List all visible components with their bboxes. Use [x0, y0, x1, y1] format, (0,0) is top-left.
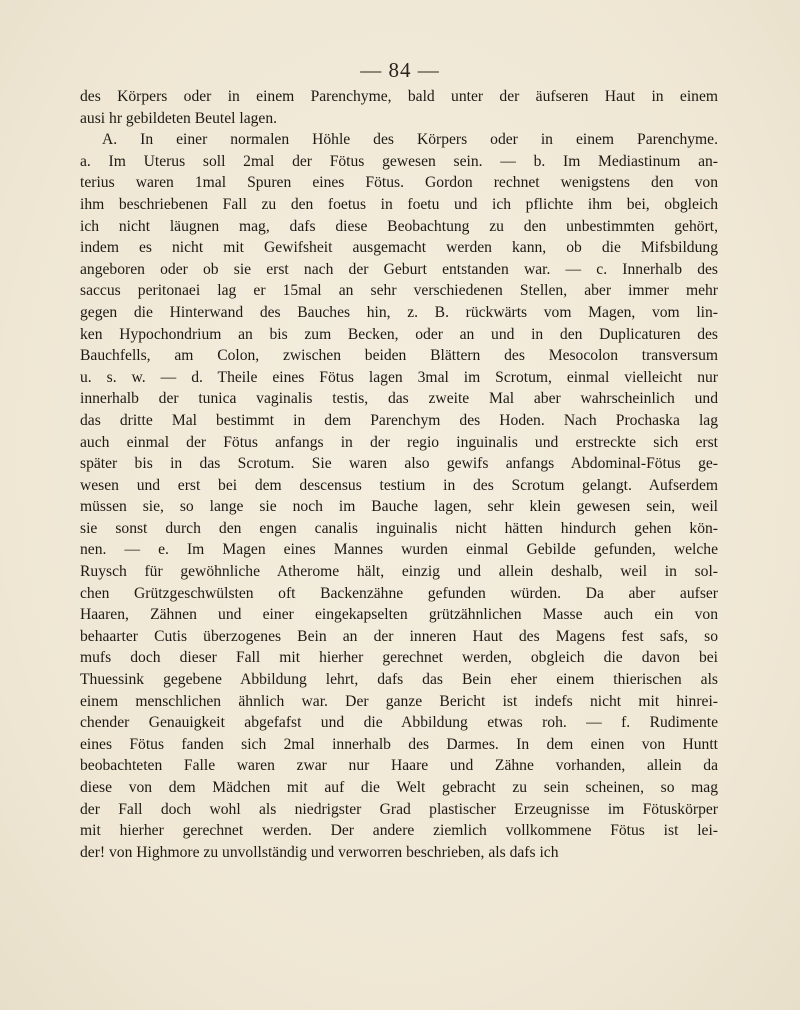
text-line: mit hierher gerechnet werden. Der andere ziemlich vollkommene Fötus ist lei- — [80, 822, 718, 840]
text-line: der Fall doch wohl als niedrigster Grad plastischer Erzeugnisse im Fötuskörper — [80, 800, 718, 818]
text-line: ken Hypochondrium an bis zum Becken, oder an und in den Duplicaturen des — [80, 325, 718, 343]
text-line: des Körpers oder in einem Parenchyme, bald unter der äufseren Haut in einem — [80, 88, 718, 105]
text-line: eines Fötus fanden sich 2mal innerhalb des Darmes. In dem einen von Huntt — [80, 735, 718, 753]
text-line: ihm beschriebenen Fall zu den foetus in foetu und ich pflichte ihm bei, obgleich — [80, 195, 718, 213]
text-line: saccus peritonaei lag er 15mal an sehr verschiedenen Stellen, aber immer mehr — [80, 282, 718, 300]
text-line: Ruysch für gewöhnliche Atherome hält, einzig und allein deshalb, weil in sol- — [80, 563, 718, 581]
body-text — [80, 86, 718, 863]
text-line: Haaren, Zähnen und einer eingekapselten grützähnlichen Masse auch ein von — [80, 606, 718, 624]
text-line: das dritte Mal bestimmt in dem Parenchym des Hoden. Nach Prochaska lag — [80, 411, 718, 429]
text-line: Bauchfells, am Colon, zwischen beiden Blättern des Mesocolon transversum — [80, 347, 718, 365]
text-line: der! von Highmore zu unvollständig und verworren beschrieben, als dafs ich — [80, 843, 559, 861]
text-line: u. s. w. — d. Theile eines Fötus lagen 3mal im Scrotum, einmal vielleicht nur — [80, 368, 718, 386]
text-line: chender Genauigkeit abgefafst und die Abbildung etwas roh. — f. Rudimente — [80, 714, 718, 732]
text-line: einem menschlichen ähnlich war. Der ganze Bericht ist indefs nicht mit hinrei- — [80, 692, 718, 710]
text-line: nen. — e. Im Magen eines Mannes wurden einmal Gebilde gefunden, welche — [80, 541, 718, 559]
text-line: auch einmal der Fötus anfangs in der regio inguinalis und erstreckte sich erst — [80, 433, 718, 451]
text-line: ausi hr gebildeten Beutel lagen. — [80, 109, 278, 127]
text-line: müssen sie, so lange sie noch im Bauche lagen, sehr klein gewesen sein, weil — [80, 498, 718, 516]
text-line: beobachteten Falle waren zwar nur Haare und Zähne vorhanden, allein da — [80, 757, 718, 775]
text-line: chen Grützgeschwülsten oft Backenzähne gefunden würden. Da aber aufser — [80, 584, 718, 602]
text-line: gegen die Hinterwand des Bauches hin, z. B. rückwärts vom Magen, vom lin- — [80, 303, 718, 321]
text-line: terius waren 1mal Spuren eines Fötus. Gordon rechnet wenigstens den von — [80, 174, 718, 192]
text-line: Thuessink gegebene Abbildung lehrt, dafs das Bein eher einem thierischen als — [80, 671, 718, 689]
text-line: sie sonst durch den engen canalis inguinalis nicht hätten hindurch gehen kön- — [80, 519, 718, 537]
text-line: mufs doch dieser Fall mit hierher gerechnet werden, obgleich die davon bei — [80, 649, 718, 667]
text-line: diese von dem Mädchen mit auf die Welt gebracht zu sein scheinen, so mag — [80, 779, 718, 796]
text-line: indem es nicht mit Gewifsheit ausgemacht werden kann, ob die Mifsbildung — [80, 239, 718, 257]
text-line: a. Im Uterus soll 2mal der Fötus gewesen sein. — b. Im Mediastinum an- — [80, 152, 718, 170]
page-number: — 84 — — [360, 58, 440, 82]
section-heading: A. In einer normalen Höhle des Körpers oder in einem Parenchyme. — [102, 131, 718, 149]
text-line: ich nicht läugnen mag, dafs diese Beobachtung zu den unbestimmten gehört, — [80, 217, 718, 235]
text-line: später bis in das Scrotum. Sie waren also gewifs anfangs Abdominal-Fötus ge- — [80, 455, 718, 473]
text-line: behaarter Cutis überzogenes Bein an der inneren Haut des Magens fest safs, so — [80, 627, 718, 645]
text-line: innerhalb der tunica vaginalis testis, das zweite Mal aber wahrscheinlich und — [80, 390, 718, 408]
text-line: wesen und erst bei dem descensus testium in des Scrotum gelangt. Aufserdem — [80, 476, 718, 494]
text-line: angeboren oder ob sie erst nach der Geburt entstanden war. — c. Innerhalb des — [80, 260, 718, 278]
